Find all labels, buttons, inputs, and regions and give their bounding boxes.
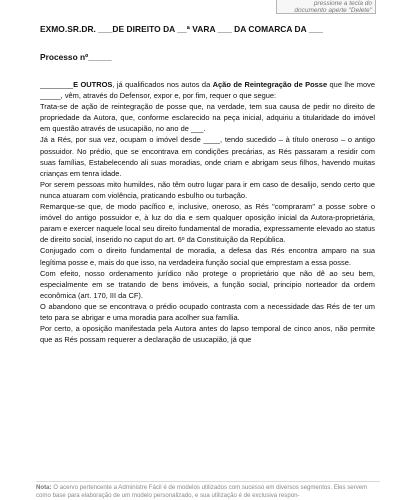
paragraph: Conjugado com o direito fundamental de moradia, a defesa das Rés encontra amparo na sua legítima posse e, mais do que isso, na verdadeira função social que emprestam a essa posse. [40,246,375,267]
intro-text: , já qualificados nos autos da [112,80,213,89]
footer-note [36,481,380,500]
footer-label: Nota: [36,484,52,491]
parties-label: E OUTROS [73,80,113,89]
action-title: Ação de Reintegração de Posse [212,80,328,89]
document-header: EXMO.SR.DR. ___DE DIREITO DA __ª VARA ___ DA COMARCA DA ___ [40,24,323,34]
paragraph: Por certo, a oposição manifestada pela Autora antes do lapso temporal de cinco anos, não permite que as Rés possam requerer a declaração de usucapião, já que [40,324,375,345]
blank-name: ________ [40,80,74,89]
paragraph: O abandono que se encontrava o prédio ocupado contrasta com a necessidade das Rés de ter um teto para se abrigar e uma moradia para acolher sua família. [40,301,375,322]
paragraph: Com efeito, nosso ordenamento jurídico não protege o proprietário que não dê ao seu bem, especialmente em se tratando de bens imóveis, a função social, principio norteador da ordem econômica (art. 170, III da CF). [40,268,375,300]
paragraph: Remarque-se que, de modo pacífico e, inclusive, oneroso, as Rés "compraram" a posse sobre o imóvel do antigo possuidor e, à luz do dia e sem qualquer oposição inicial da Autora-proprietária, param e exercer naquele local seu direito fundamental de moradia, expressamente elevado ao status de direito social, inserido no caput do art. 6º da Constituição da República. [40,202,375,245]
intro-text-end: que lhe move _____, vêm, através do Defensor, expor e, por fim, requer o que segue: [40,80,375,101]
top-hint-note: pressione a tecla do documento aperte "Delete" [276,0,376,14]
process-number: Processo nº_____ [40,52,112,62]
document-body [40,79,375,345]
paragraph: Já a Rés, por sua vez, ocupam o imóvel desde ____, tendo sucedido – à título oneroso – o antigo possuidor. No prédio, que se encontrava em condições precárias, as Rés passaram a residir com suas famílias, Estabelecendo ali suas moradias, onde criam e abrigam seus filhos, havendo muitas crianças em tenra idade. [40,135,375,178]
paragraph: Por serem pessoas mito humildes, não têm outro lugar para ir em caso de desalijo, sendo certo que nunca atuaram com violência, praticando esbulho ou turbação. [40,179,375,200]
footer-text: O acervo pertencente a Administre Fácil é de modelos utilizados com sucesso em diversos segmentos. Eles servem como base para elaboração de um modelo personalizado, e sua utilização é de exclusiva respon- [36,484,368,499]
paragraph: Trata-se de ação de reintegração de posse que, na verdade, tem sua causa de pedir no direito de propriedade da Autora, que, conforme esclarecido na peça inicial, adquiriu a titularidade do imóvel em questão através de usucapião, no ano de ___. [40,102,375,134]
paragraph-intro [40,79,375,101]
